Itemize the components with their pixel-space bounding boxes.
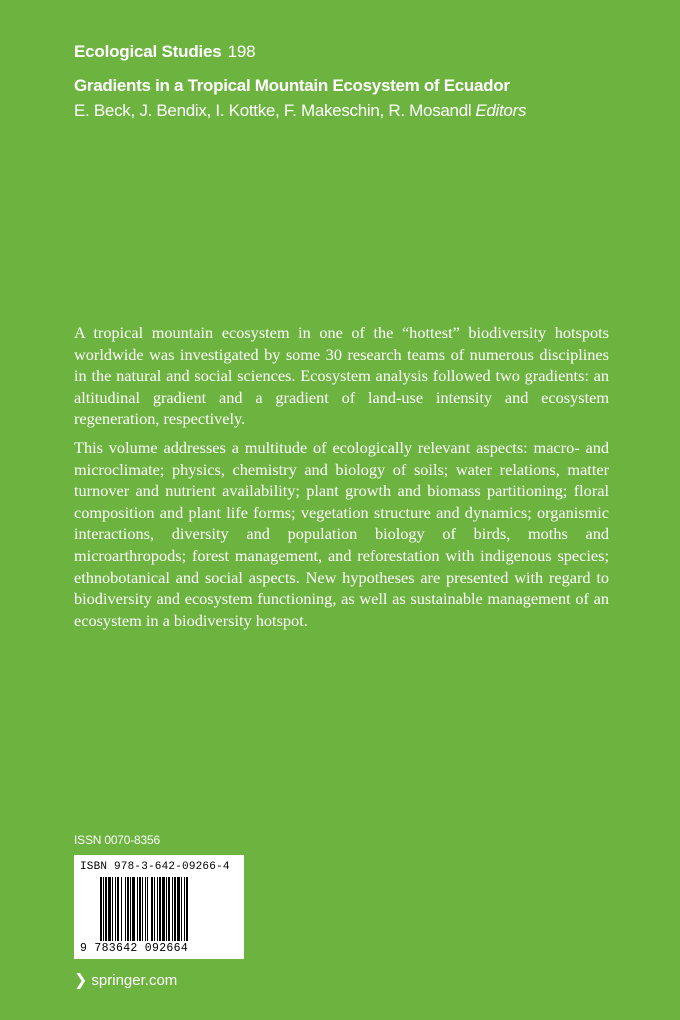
blurb-paragraph-2: This volume addresses a multitude of ecologically relevant aspects: macro- and microclimate; physics, chemistry and biology of soils; water relations, matter turnover and nutrient availability; plant growth and biomass partitioning; floral composition and plant life forms; vegetation structure and dynamics; organismic interactions, diversity and population biology of birds, moths and microarthropods; forest management, and reforestation with indigenous species; ethnobotanical and social aspects. New hypotheses are presented with regard to biodiversity and ecosystem functioning, as well as sustainable management of an ecosystem in a biodiversity hotspot. bbox=[74, 437, 609, 630]
barcode-bar bbox=[117, 877, 119, 941]
series-name: Ecological Studies bbox=[74, 42, 222, 61]
barcode-bar bbox=[177, 877, 180, 941]
barcode-bar bbox=[159, 877, 161, 941]
barcode-bar bbox=[181, 877, 182, 941]
chevron-right-icon: ❯ bbox=[74, 972, 88, 989]
barcode-bar bbox=[147, 877, 148, 941]
issn: ISSN 0070-8356 bbox=[74, 833, 160, 847]
barcode-bar bbox=[186, 877, 188, 941]
editors-line bbox=[74, 101, 526, 121]
barcode-bar bbox=[127, 877, 129, 941]
barcode-bar bbox=[162, 877, 165, 941]
editors-role: Editors bbox=[475, 101, 527, 120]
barcode-bar bbox=[103, 877, 104, 941]
barcode-bar bbox=[125, 877, 126, 941]
barcode-bar bbox=[168, 877, 170, 941]
editors-names: E. Beck, J. Bendix, I. Kottke, F. Makeschin, R. Mosandl bbox=[74, 101, 472, 120]
barcode-bar bbox=[172, 877, 173, 941]
isbn-barcode bbox=[74, 855, 244, 959]
barcode-bar bbox=[174, 877, 176, 941]
publisher-url: springer.com bbox=[91, 971, 178, 989]
barcode-bar bbox=[151, 877, 153, 941]
barcode-bar bbox=[108, 877, 111, 941]
barcode-bars bbox=[100, 877, 220, 941]
barcode-bar bbox=[100, 877, 102, 941]
series-line bbox=[74, 42, 255, 62]
barcode-bar bbox=[139, 877, 141, 941]
barcode-bar bbox=[142, 877, 143, 941]
ean-digits: 9 783642 092664 bbox=[80, 942, 189, 955]
barcode-bar bbox=[137, 877, 138, 941]
barcode-bar bbox=[166, 877, 167, 941]
barcode-bar bbox=[105, 877, 107, 941]
book-title: Gradients in a Tropical Mountain Ecosystem of Ecuador bbox=[74, 76, 510, 95]
barcode-bar bbox=[154, 877, 155, 941]
barcode-bar bbox=[121, 877, 122, 941]
blurb bbox=[74, 322, 609, 638]
blurb-paragraph-1: A tropical mountain ecosystem in one of the “hottest” biodiversity hotspots worldwide was investigated by some 30 research teams of numerous disciplines in the natural and social sciences. Ecosystem analysis followed two gradients: an altitudinal gradient and a gradient of land-use intensity and ecosystem regeneration, respectively. bbox=[74, 323, 609, 429]
barcode-bar bbox=[130, 877, 131, 941]
publisher-link[interactable] bbox=[74, 970, 177, 990]
series-number: 198 bbox=[227, 42, 256, 61]
barcode-bar bbox=[184, 877, 185, 941]
barcode-bar bbox=[157, 877, 158, 941]
barcode-bar bbox=[145, 877, 146, 941]
isbn-text: ISBN 978-3-642-09266-4 bbox=[80, 861, 230, 873]
barcode-bar bbox=[112, 877, 113, 941]
barcode-bar bbox=[115, 877, 116, 941]
barcode-bar bbox=[132, 877, 135, 941]
